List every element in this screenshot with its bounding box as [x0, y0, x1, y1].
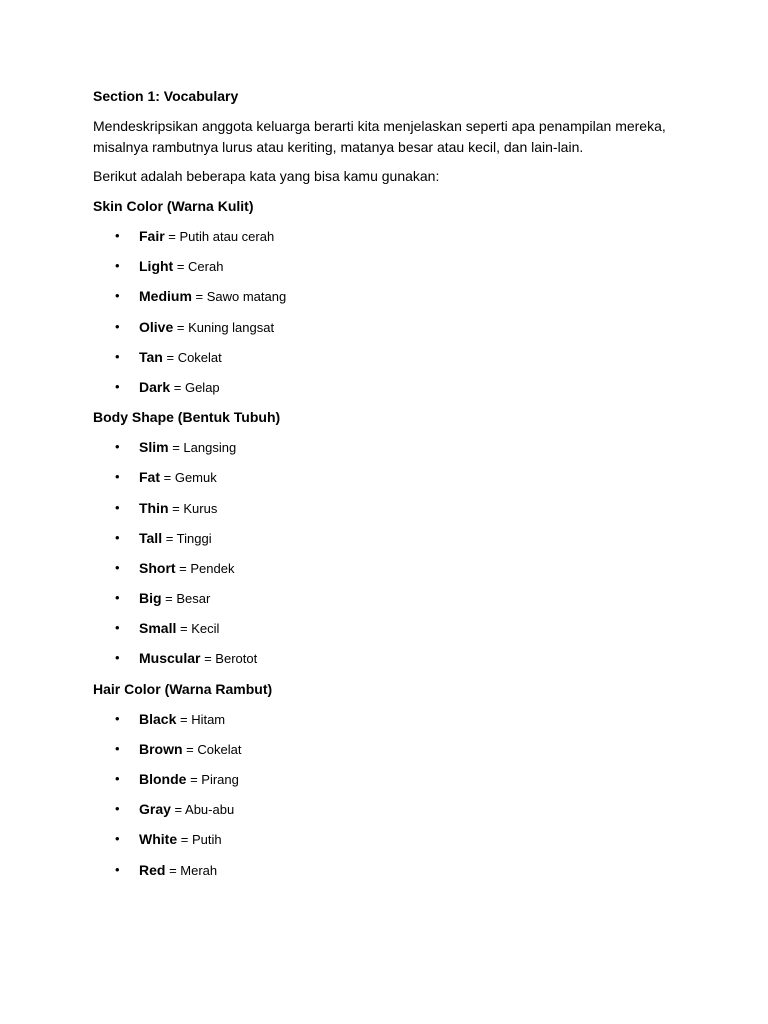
vocab-separator: =: [168, 440, 184, 456]
vocab-meaning: Berotot: [215, 651, 258, 667]
document-content: [93, 86, 693, 890]
vocab-meaning: Pirang: [201, 772, 239, 787]
vocab-word: Gray: [139, 801, 171, 818]
bullet-icon: •: [115, 228, 120, 243]
vocab-word: Fat: [139, 469, 160, 486]
bullet-icon: •: [115, 801, 120, 817]
vocab-meaning: Putih atau cerah: [179, 229, 275, 244]
vocab-meaning: Cerah: [188, 259, 224, 275]
vocab-item: [93, 377, 693, 407]
vocab-separator: =: [173, 319, 189, 335]
vocab-word: White: [139, 831, 178, 848]
vocab-meaning: Langsing: [183, 440, 237, 456]
category-heading: Body Shape (Bentuk Tubuh): [93, 409, 281, 426]
vocab-meaning: Gelap: [184, 379, 220, 395]
vocab-list: [93, 226, 693, 407]
vocab-word: Big: [139, 590, 162, 607]
vocab-meaning: Pendek: [190, 560, 235, 576]
bullet-icon: •: [115, 348, 120, 364]
vocab-separator: =: [191, 289, 207, 305]
vocab-list: [93, 709, 693, 890]
vocab-item: [93, 769, 693, 799]
vocab-separator: =: [160, 470, 175, 486]
vocab-word: Brown: [139, 740, 183, 757]
vocab-separator: =: [176, 621, 192, 637]
vocab-meaning: Putih: [191, 832, 222, 848]
vocab-meaning: Merah: [180, 862, 218, 878]
vocab-separator: =: [162, 349, 178, 365]
vocab-item: [93, 558, 693, 588]
bullet-icon: •: [115, 559, 120, 575]
vocab-word: Black: [139, 710, 177, 727]
vocab-separator: =: [162, 530, 177, 546]
vocab-word: Tall: [139, 529, 163, 546]
vocab-meaning: Besar: [176, 591, 211, 607]
bullet-icon: •: [115, 861, 120, 877]
vocab-meaning: Abu-abu: [185, 802, 235, 818]
vocab-item: [93, 226, 693, 256]
vocab-item: [93, 860, 693, 890]
vocab-item: [93, 618, 693, 648]
vocab-separator: =: [164, 229, 180, 244]
vocabulary-categories: [93, 196, 693, 890]
bullet-icon: •: [115, 710, 120, 726]
vocab-meaning: Cokelat: [197, 741, 242, 757]
bullet-icon: •: [115, 288, 120, 304]
vocab-meaning: Hitam: [191, 711, 226, 727]
vocab-meaning: Cokelat: [177, 349, 222, 365]
lead-paragraph: Berikut adalah beberapa kata yang bisa kamu gunakan:: [93, 168, 440, 184]
bullet-icon: •: [115, 318, 120, 334]
bullet-icon: •: [115, 499, 120, 515]
bullet-icon: •: [115, 831, 120, 847]
vocab-word: Slim: [139, 439, 169, 456]
vocab-word: Olive: [139, 318, 174, 335]
vocab-item: [93, 317, 693, 347]
intro-paragraph: Mendeskripsikan anggota keluarga berarti kita menjelaskan seperti apa penampilan mereka, misalnya rambutnya lurus atau keriting, matanya besar atau kecil, dan lain-lain.: [93, 118, 666, 155]
vocab-word: Muscular: [139, 650, 201, 667]
vocab-item: [93, 286, 693, 316]
vocab-word: Blonde: [139, 771, 187, 787]
vocab-item: [93, 528, 693, 558]
bullet-icon: •: [115, 771, 120, 786]
vocab-word: Tan: [139, 348, 163, 365]
bullet-icon: •: [115, 258, 120, 274]
bullet-icon: •: [115, 740, 120, 756]
bullet-icon: •: [115, 620, 120, 636]
vocab-separator: =: [170, 802, 186, 818]
vocab-separator: =: [170, 379, 185, 395]
vocab-item: [93, 347, 693, 377]
section-title: Section 1: Vocabulary: [93, 88, 239, 104]
vocab-word: Small: [139, 620, 177, 637]
vocab-meaning: Tinggi: [176, 530, 212, 546]
bullet-icon: •: [115, 378, 120, 394]
vocab-meaning: Gemuk: [174, 470, 217, 486]
vocab-item: [93, 799, 693, 829]
vocab-item: [93, 256, 693, 286]
vocab-item: [93, 467, 693, 497]
vocab-separator: =: [200, 651, 216, 667]
vocab-separator: =: [161, 591, 177, 607]
vocab-meaning: Sawo matang: [206, 289, 287, 305]
vocab-word: Dark: [139, 378, 171, 395]
vocab-item: [93, 588, 693, 618]
vocab-item: [93, 829, 693, 859]
vocab-separator: =: [168, 500, 184, 516]
vocab-item: [93, 437, 693, 467]
vocab-separator: =: [177, 832, 192, 848]
bullet-icon: •: [115, 590, 120, 606]
vocab-meaning: Kuning langsat: [188, 319, 275, 335]
vocab-separator: =: [186, 772, 202, 787]
vocab-separator: =: [182, 741, 198, 757]
vocab-word: Fair: [139, 228, 165, 244]
vocab-word: Medium: [139, 288, 192, 305]
vocab-separator: =: [175, 560, 191, 576]
vocab-item: [93, 709, 693, 739]
bullet-icon: •: [115, 439, 120, 455]
vocab-list: [93, 437, 693, 679]
vocab-meaning: Kecil: [191, 621, 220, 637]
vocab-word: Short: [139, 559, 176, 576]
bullet-icon: •: [115, 469, 120, 485]
vocab-item: [93, 498, 693, 528]
category-heading: Skin Color (Warna Kulit): [93, 198, 254, 214]
bullet-icon: •: [115, 650, 120, 666]
vocab-word: Light: [139, 258, 174, 275]
vocab-meaning: Kurus: [183, 500, 218, 516]
bullet-icon: •: [115, 529, 120, 545]
vocab-item: [93, 739, 693, 769]
vocab-word: Thin: [139, 499, 169, 516]
vocab-separator: =: [176, 711, 192, 727]
category-heading: Hair Color (Warna Rambut): [93, 680, 273, 697]
vocab-item: [93, 648, 693, 678]
vocab-separator: =: [165, 862, 181, 878]
vocab-separator: =: [173, 259, 189, 275]
vocab-word: Red: [139, 861, 166, 878]
